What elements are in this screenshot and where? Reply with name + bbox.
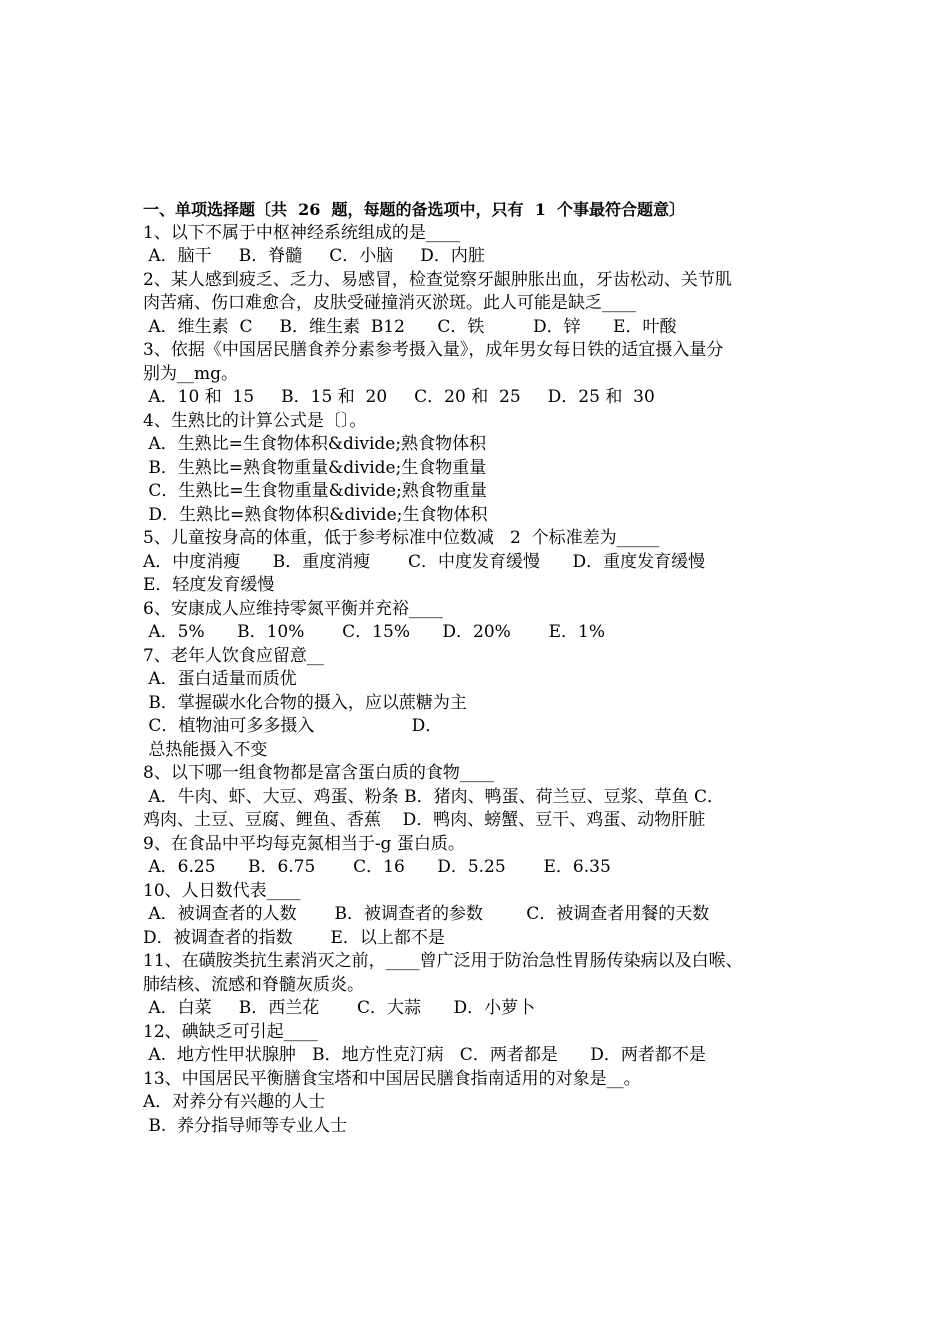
- question-4: 4、生熟比的计算公式是〔〕。: [143, 410, 367, 431]
- question-6: 6、安康成人应维持零氮平衡并充裕____: [143, 598, 443, 619]
- question-3-continued: 别为__mg。: [143, 363, 239, 384]
- question-7-option-a: A．蛋白适量而质优: [143, 669, 297, 689]
- question-2-continued: 肉苦痛、伤口难愈合，皮肤受碰撞消灭淤斑。此人可能是缺乏____: [143, 293, 636, 313]
- question-3: 3、依据《中国居民膳食养分素参考摄入量》，成年男女每日铁的适宜摄入量分: [143, 340, 724, 360]
- question-2: 2、某人感到疲乏、乏力、易感冒，检查觉察牙龈肿胀出血，牙齿松动、关节肌: [143, 269, 732, 290]
- question-11-options: A．白菜 B．西兰花 C．大蒜 D．小萝卜: [143, 998, 536, 1018]
- question-4-option-b: B．生熟比=熟食物重量&divide;生食物重量: [143, 457, 487, 478]
- document-page: [143, 198, 823, 1138]
- question-7-option-d-text: 总热能摄入不变: [143, 739, 268, 760]
- question-13: 13、中国居民平衡膳食宝塔和中国居民膳食指南适用的对象是__。: [143, 1068, 641, 1089]
- question-5-options-continued: E．轻度发育缓慢: [143, 575, 275, 595]
- question-12-options: A. 地方性甲状腺肿 B．地方性克汀病 C．两者都是 D．两者都不是: [143, 1045, 706, 1065]
- question-7: 7、老年人饮食应留意__: [143, 645, 324, 666]
- question-4-option-d: D．生熟比=熟食物体积&divide;生食物体积: [143, 504, 488, 525]
- question-11-continued: 肺结核、流感和脊髓灰质炎。: [143, 974, 364, 995]
- question-9-options: A．6.25 B．6.75 C．16 D．5.25 E．6.35: [143, 857, 611, 877]
- question-10: 10、人日数代表____: [143, 880, 301, 901]
- question-5-options: A．中度消瘦 B．重度消瘦 C．中度发育缓慢 D．重度发育缓慢: [143, 551, 706, 572]
- question-5: 5、儿童按身高的体重，低于参考标准中位数减 2 个标准差为_____: [143, 528, 660, 548]
- question-8: 8、以下哪一组食物都是富含蛋白质的食物____: [143, 763, 494, 783]
- question-10-options: A．被调查者的人数 B．被调查者的参数 C．被调查者用餐的天数: [143, 904, 710, 924]
- question-9: 9、在食品中平均每克氮相当于-g 蛋白质。: [143, 833, 465, 854]
- question-10-options-continued: D．被调查者的指数 E．以上都不是: [143, 927, 445, 948]
- section-heading: 一、单项选择题〔共 26 题，每题的备选项中，只有 1 个事最符合题意〕: [143, 200, 685, 219]
- question-7-option-b: B．掌握碳水化合物的摄入，应以蔗糖为主: [143, 692, 467, 713]
- question-8-options: A．牛肉、虾、大豆、鸡蛋、粉条 B．猪肉、鸭蛋、荷兰豆、豆浆、草鱼 C．: [143, 786, 724, 807]
- question-4-option-a: A．生熟比=生食物体积&divide;熟食物体积: [143, 434, 487, 454]
- question-1: 1、以下不属于中枢神经系统组成的是____: [143, 222, 460, 243]
- question-11: 11、在磺胺类抗生素消灭之前，____曾广泛用于防治急性胃肠传染病以及白喉、: [143, 951, 743, 971]
- question-6-options: A．5% B．10% C．15% D．20% E．1%: [143, 622, 606, 642]
- question-13-option-a: A．对养分有兴趣的人士: [143, 1092, 326, 1112]
- question-13-option-b: B. 养分指导师等专业人士: [143, 1115, 348, 1136]
- question-2-options: A．维生素 C B．维生素 B12 C．铁 D．锌 E．叶酸: [143, 316, 677, 337]
- question-7-option-c-d: C．植物油可多多摄入 D．: [143, 716, 443, 736]
- question-8-options-continued: 鸡肉、土豆、豆腐、鲤鱼、香蕉 D．鸭肉、螃蟹、豆干、鸡蛋、动物肝脏: [143, 810, 706, 830]
- question-12: 12、碘缺乏可引起____: [143, 1021, 318, 1042]
- question-3-options: A．10 和 15 B．15 和 20 C．20 和 25 D．25 和 30: [143, 387, 655, 407]
- question-1-options: A．脑干 B．脊髓 C．小脑 D．内脏: [143, 246, 485, 266]
- question-4-option-c: C．生熟比=生食物重量&divide;熟食物重量: [143, 481, 487, 501]
